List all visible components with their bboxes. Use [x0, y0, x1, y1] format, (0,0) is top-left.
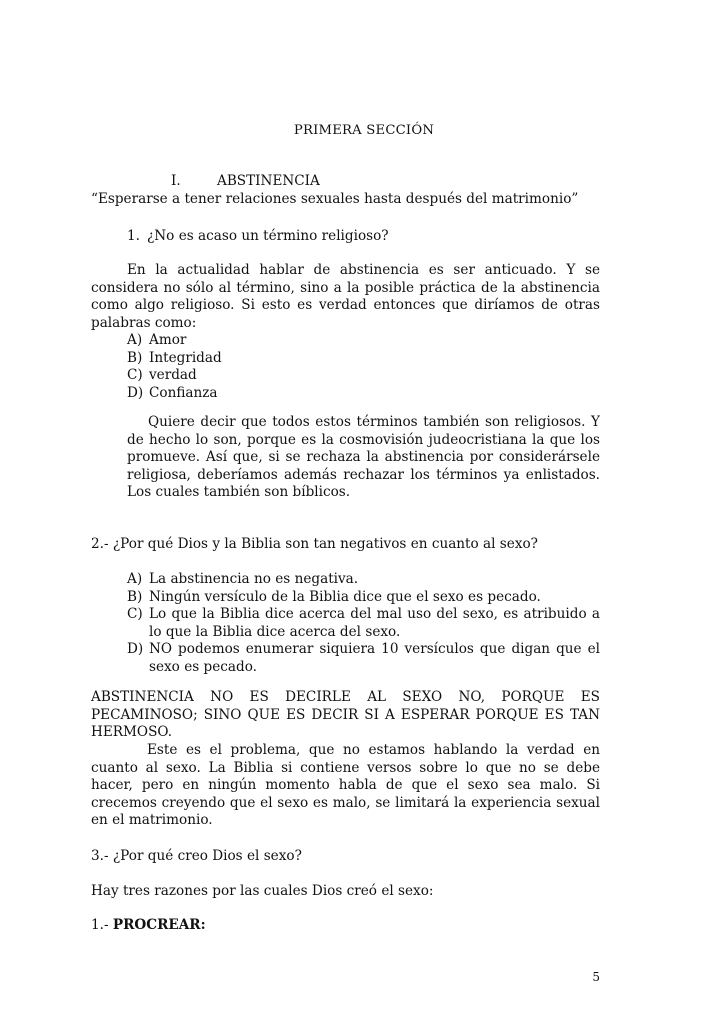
list-item	[127, 332, 597, 350]
list-text: Amor	[149, 332, 187, 348]
list-text: Integridad	[149, 349, 222, 366]
list-item	[127, 589, 600, 607]
list-item	[127, 571, 600, 589]
list-item	[127, 367, 597, 385]
definition-quote: “Esperarse a tener relaciones sexuales hasta después del matrimonio”	[91, 191, 579, 207]
list-text: verdad	[149, 367, 197, 383]
list-marker: C)	[127, 367, 143, 383]
paragraph-3-text: Este es el problema, que no estamos hablando la verdad en cuanto al sexo. La Biblia si contiene versos sobre lo que no se debe hacer, pero en ningún momento habla de que el sexo sea malo. Si crecemos creyendo que el sexo es malo, se limitará la experiencia sexual en el matrimonio.	[91, 742, 600, 828]
list-marker: B)	[127, 588, 143, 605]
paragraph-1-text: En la actualidad hablar de abstinencia es ser anticuado. Y se considera no sólo al término, sino a la posible práctica de la abstinencia como algo religioso. Si esto es verdad entonces que diríamos de otras palabras como:	[91, 262, 600, 331]
question-1-marker: 1.	[127, 228, 140, 244]
list-item	[127, 641, 600, 676]
list-text: NO podemos enumerar siquiera 10 versículos que digan que el sexo es pecado.	[149, 641, 600, 675]
list-text: Ningún versículo de la Biblia dice que el sexo es pecado.	[149, 588, 541, 605]
paragraph-2	[127, 414, 600, 502]
list-marker: D)	[127, 384, 144, 401]
list-text: La abstinencia no es negativa.	[149, 571, 359, 587]
list-marker: A)	[127, 571, 143, 587]
list-item	[127, 385, 597, 403]
reason-1-label: PROCREAR:	[112, 917, 206, 933]
reason-1-marker: 1.-	[91, 917, 109, 933]
list-marker: D)	[127, 641, 144, 657]
list-values	[127, 332, 597, 402]
paragraph-1	[91, 262, 600, 332]
reason-1	[91, 917, 206, 935]
statement-text: ABSTINENCIA NO ES DECIRLE AL SEXO NO, PORQUE ES PECAMINOSO; SINO QUE ES DECIR SI A ESPERAR PORQUE ES TAN HERMOSO.	[91, 689, 600, 740]
list-text: Lo que la Biblia dice acerca del mal uso del sexo, es atribuido a lo que la Biblia dice acerca del sexo.	[149, 606, 600, 640]
question-1-text: ¿No es acaso un término religioso?	[147, 228, 389, 244]
heading-title: ABSTINENCIA	[217, 173, 320, 189]
list-item	[127, 350, 597, 368]
paragraph-2-text: Quiere decir que todos estos términos también son religiosos. Y de hecho lo son, porque es la cosmovisión judeocristiana la que los promueve. Así que, si se rechaza la abstinencia por considerársele religiosa, deberíamos además rechazar los términos ya enlistados. Los cuales también son bíblicos.	[127, 414, 600, 500]
list-marker: A)	[127, 332, 143, 348]
paragraph-3	[91, 742, 600, 830]
list-text: Confianza	[149, 384, 218, 401]
paragraph-4: Hay tres razones por las cuales Dios creó el sexo:	[91, 883, 434, 899]
statement-block	[91, 689, 600, 742]
list-marker: C)	[127, 606, 143, 622]
question-2: 2.- ¿Por qué Dios y la Biblia son tan negativos en cuanto al sexo?	[91, 536, 538, 552]
list-item	[127, 606, 600, 641]
question-3: 3.- ¿Por qué creo Dios el sexo?	[91, 848, 302, 864]
section-title: PRIMERA SECCIÓN	[293, 123, 435, 138]
page-number: 5	[592, 970, 600, 984]
heading-number: I.	[171, 173, 181, 189]
list-marker: B)	[127, 349, 143, 366]
list-answers	[127, 571, 600, 676]
